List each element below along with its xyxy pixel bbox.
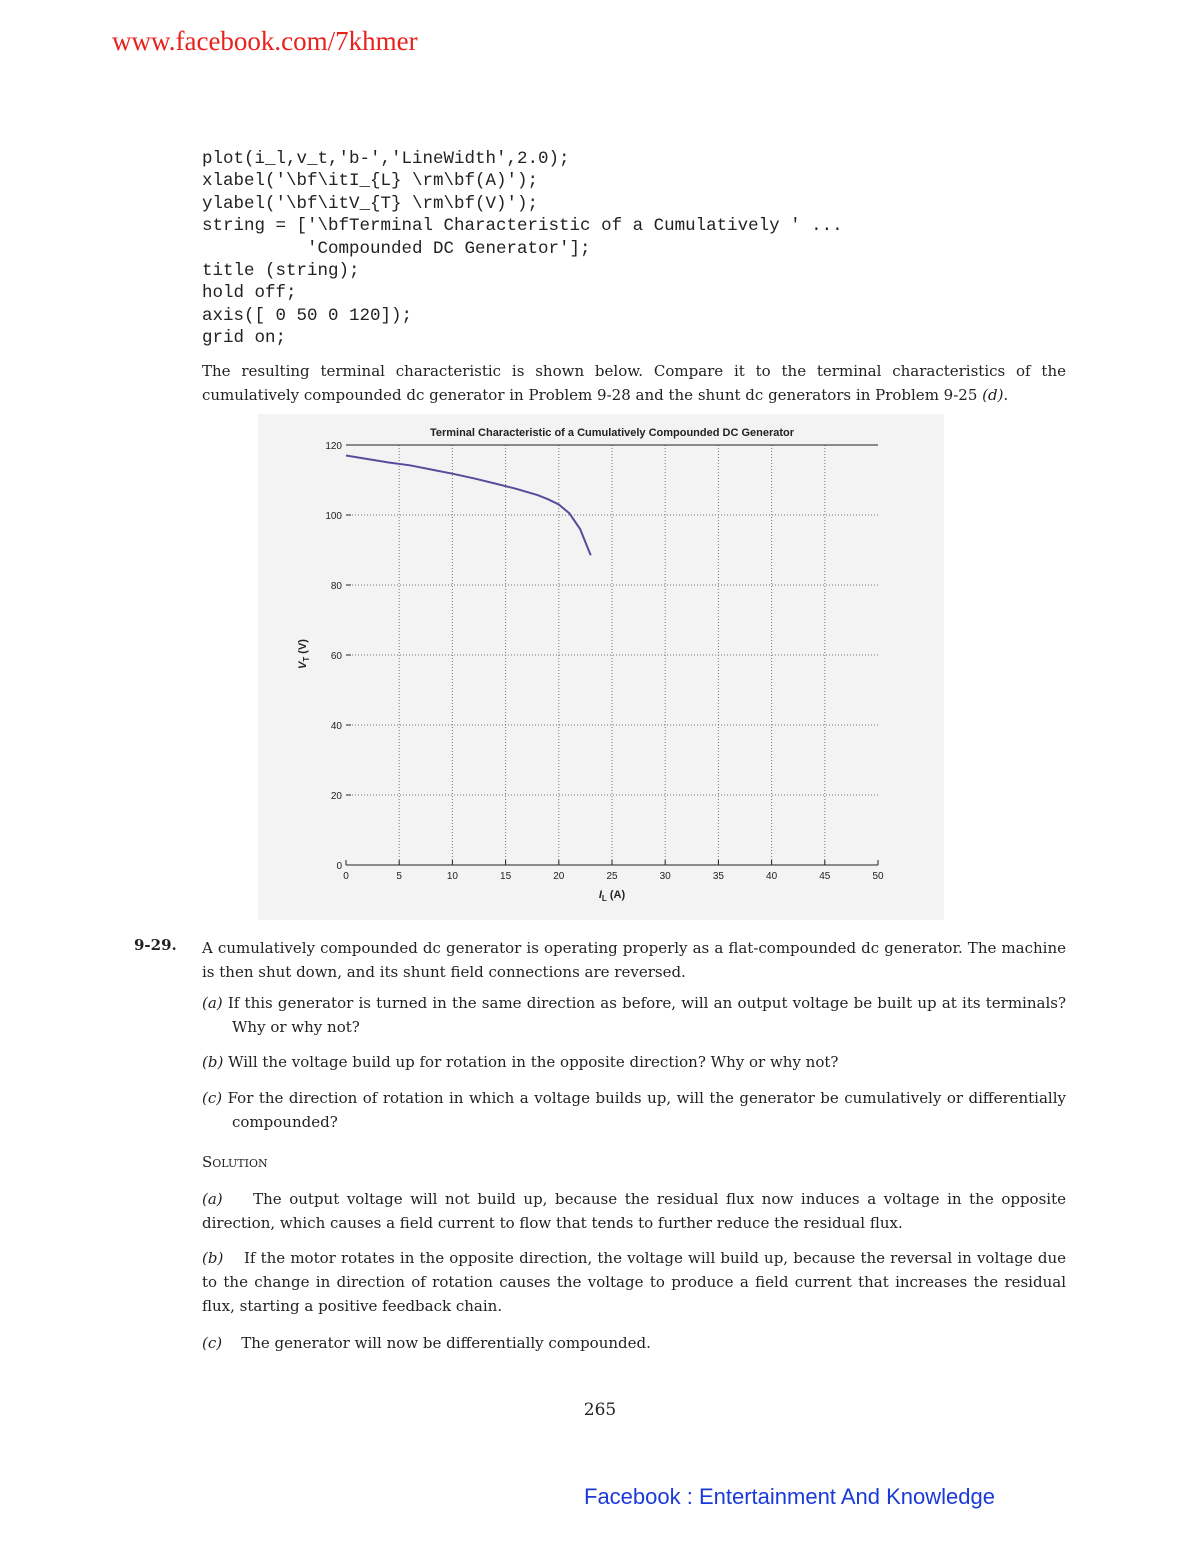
answer-text: The generator will now be differentially compounded. bbox=[241, 1334, 651, 1352]
intro-paragraph bbox=[202, 359, 1066, 407]
y-tick-label: 20 bbox=[330, 791, 342, 802]
x-tick-label: 15 bbox=[500, 871, 512, 882]
solution-heading: Solution bbox=[202, 1153, 268, 1171]
part-text: For the direction of rotation in which a voltage builds up, will the generator be cumulatively or differentially compounded? bbox=[222, 1089, 1066, 1131]
code-line: title (string); bbox=[202, 261, 360, 282]
x-tick-label: 5 bbox=[396, 871, 402, 882]
code-line: axis([ 0 50 0 120]); bbox=[202, 305, 413, 326]
problem-part-a bbox=[202, 991, 1066, 1039]
solution-a bbox=[202, 1187, 1066, 1235]
x-tick-label: 35 bbox=[712, 871, 724, 882]
x-tick-label: 25 bbox=[606, 871, 618, 882]
intro-ref: (d) bbox=[982, 386, 1004, 404]
series-line bbox=[346, 456, 591, 556]
chart-title: Terminal Characteristic of a Cumulatively Compounded DC Generator bbox=[429, 427, 795, 439]
y-tick-label: 120 bbox=[325, 441, 342, 452]
code-block bbox=[202, 148, 843, 350]
code-line: xlabel('\bf\itI_{L} \rm\bf(A)'); bbox=[202, 171, 539, 192]
x-tick-label: 30 bbox=[659, 871, 671, 882]
header-link[interactable]: www.facebook.com/7khmer bbox=[112, 26, 418, 56]
code-line: grid on; bbox=[202, 328, 287, 349]
part-text: Will the voltage build up for rotation in the opposite direction? Why or why not? bbox=[223, 1053, 839, 1071]
y-tick-label: 100 bbox=[325, 511, 342, 522]
code-line: 'Compounded DC Generator']; bbox=[202, 238, 591, 259]
answer-label: (c) bbox=[202, 1334, 223, 1352]
page-number: 265 bbox=[583, 1400, 617, 1420]
y-axis-label: $V_T$ (V) bbox=[297, 639, 311, 669]
part-label: (a) bbox=[202, 994, 223, 1012]
problem-statement: A cumulatively compounded dc generator is operating properly as a flat-compounded dc generator. The machine is then shut down, and its shunt field connections are reversed. bbox=[202, 939, 1066, 981]
x-tick-label: 40 bbox=[766, 871, 778, 882]
x-tick-label: 50 bbox=[872, 871, 884, 882]
y-tick-label: 40 bbox=[330, 721, 342, 732]
y-tick-label: 80 bbox=[330, 581, 342, 592]
x-tick-label: 10 bbox=[446, 871, 458, 882]
part-label: (b) bbox=[202, 1053, 224, 1071]
footer-text: Facebook : Entertainment And Knowledge bbox=[584, 1484, 995, 1509]
solution-b bbox=[202, 1246, 1066, 1318]
x-tick-label: 0 bbox=[343, 871, 349, 882]
part-label: (c) bbox=[202, 1089, 223, 1107]
code-line: hold off; bbox=[202, 283, 297, 304]
answer-text: If the motor rotates in the opposite direction, the voltage will build up, because the reversal in voltage due to the change in direction of rotation causes the voltage to produce a field current that increases the residual flux, starting a positive feedback chain. bbox=[202, 1249, 1067, 1315]
problem-part-b bbox=[202, 1050, 1066, 1074]
x-tick-label: 45 bbox=[819, 871, 831, 882]
answer-label: (a) bbox=[202, 1190, 223, 1208]
code-line: string = ['\bfTerminal Characteristic of a Cumulatively ' ... bbox=[202, 216, 843, 237]
problem-number: 9-29. bbox=[134, 936, 177, 954]
terminal-characteristic-chart bbox=[258, 414, 944, 920]
x-axis-label: $I_L$ (A) bbox=[598, 889, 626, 903]
solution-c bbox=[202, 1331, 1066, 1355]
code-line: ylabel('\bf\itV_{T} \rm\bf(V)'); bbox=[202, 193, 539, 214]
intro-text: The resulting terminal characteristic is shown below. Compare it to the terminal characteristics of the cumulatively compounded dc generator in Problem 9-28 and the shunt dc generators in Problem 9-25 bbox=[202, 362, 1066, 404]
part-text: If this generator is turned in the same direction as before, will an output voltage be built up at its terminals? Why or why not? bbox=[222, 994, 1066, 1036]
y-tick-label: 0 bbox=[336, 861, 342, 872]
problem-part-c bbox=[202, 1086, 1066, 1134]
x-tick-label: 20 bbox=[553, 871, 565, 882]
chart-figure bbox=[258, 414, 944, 920]
intro-end: . bbox=[1003, 386, 1009, 404]
y-tick-label: 60 bbox=[330, 651, 342, 662]
code-line: plot(i_l,v_t,'b-','LineWidth',2.0); bbox=[202, 149, 570, 169]
answer-text: The output voltage will not build up, because the residual flux now induces a voltage in the opposite direction, which causes a field current to flow that tends to further reduce the residual flux. bbox=[202, 1190, 1066, 1232]
answer-label: (b) bbox=[202, 1249, 224, 1267]
